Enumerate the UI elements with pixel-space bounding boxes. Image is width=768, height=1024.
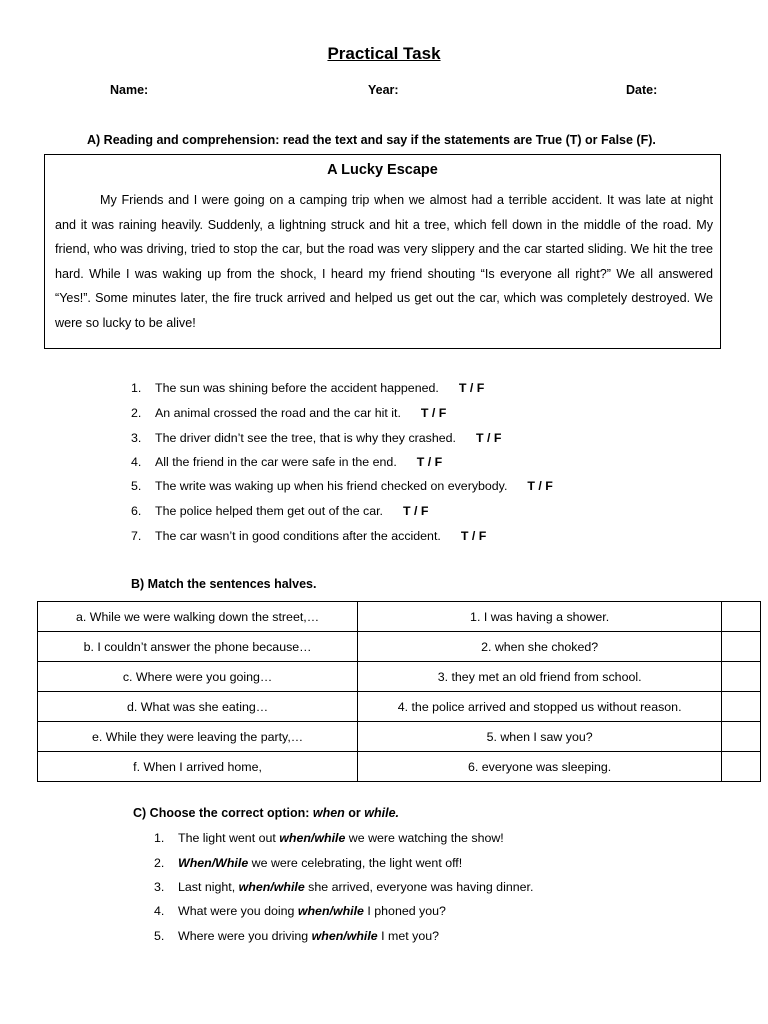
statement-item bbox=[131, 381, 484, 395]
sentence-start: e. While they were leaving the party,… bbox=[38, 722, 358, 752]
section-c-heading-text: C) Choose the correct option: bbox=[133, 806, 313, 820]
option-text-after: we were watching the show! bbox=[345, 831, 504, 845]
statement-text: The car wasn’t in good conditions after the accident. bbox=[155, 529, 441, 543]
answer-cell[interactable] bbox=[722, 632, 761, 662]
statement-text: All the friend in the car were safe in the end. bbox=[155, 455, 397, 469]
option-item bbox=[154, 856, 462, 870]
statement-item bbox=[131, 504, 428, 518]
statement-text: An animal crossed the road and the car hit it. bbox=[155, 406, 401, 420]
table-row bbox=[38, 722, 761, 752]
date-label: Date: bbox=[626, 83, 658, 97]
true-false-option: T / F bbox=[460, 529, 487, 543]
statement-item bbox=[131, 431, 501, 445]
sentence-end: 4. the police arrived and stopped us without reason. bbox=[358, 692, 722, 722]
option-item bbox=[154, 929, 439, 943]
section-c-heading bbox=[133, 806, 399, 820]
story-title: A Lucky Escape bbox=[327, 162, 438, 178]
option-item bbox=[154, 831, 504, 845]
sentence-end: 1. I was having a shower. bbox=[358, 602, 722, 632]
sentence-start: c. Where were you going… bbox=[38, 662, 358, 692]
sentence-end: 5. when I saw you? bbox=[358, 722, 722, 752]
answer-cell[interactable] bbox=[722, 692, 761, 722]
option-text-before: What were you doing bbox=[178, 904, 298, 918]
when-while-choice: When/While bbox=[178, 856, 249, 870]
statement-number: 3. bbox=[131, 431, 142, 445]
section-c-when: when bbox=[312, 806, 345, 820]
when-while-choice: when/while bbox=[297, 904, 364, 918]
option-number: 5. bbox=[154, 929, 165, 943]
option-text-before: Where were you driving bbox=[178, 929, 312, 943]
option-text-after: she arrived, everyone was having dinner. bbox=[304, 880, 534, 894]
statement-item bbox=[131, 406, 446, 420]
statement-number: 7. bbox=[131, 529, 142, 543]
table-row bbox=[38, 752, 761, 782]
section-c-while: while. bbox=[364, 806, 400, 820]
story-text: My Friends and I were going on a camping trip when we almost had a terrible accident. It was late at night and it was raining heavily. Suddenly, a lightning struck and hit a tree, which fell down in the middle of the road. My friend, who was driving, tried to stop the car, but the road was very slippery and the car started sliding. We hit the tree hard. While I was waking up from the shock, I heard my friend shouting “Is everyone all right?” We all answered “Yes!”. Some minutes later, the fire truck arrived and helped us get out the car, which was completely destroyed. We were so lucky to be alive! bbox=[55, 193, 713, 330]
true-false-option: T / F bbox=[527, 479, 553, 493]
sentence-start: b. I couldn’t answer the phone because… bbox=[38, 632, 358, 662]
when-while-choice: when/while bbox=[279, 831, 346, 845]
true-false-option: T / F bbox=[420, 406, 447, 420]
statement-number: 6. bbox=[131, 504, 142, 518]
statement-text: The write was waking up when his friend checked on everybody. bbox=[155, 479, 508, 493]
matching-table bbox=[37, 601, 761, 782]
statement-number: 2. bbox=[131, 406, 142, 420]
option-number: 1. bbox=[154, 831, 165, 845]
table-row bbox=[38, 692, 761, 722]
when-while-choice: when/while bbox=[238, 880, 305, 894]
year-label: Year: bbox=[368, 83, 399, 97]
page-title: Practical Task bbox=[327, 44, 441, 63]
statement-number: 5. bbox=[131, 479, 142, 493]
statement-text: The police helped them get out of the car. bbox=[155, 504, 383, 518]
sentence-end: 6. everyone was sleeping. bbox=[358, 752, 722, 782]
answer-cell[interactable] bbox=[722, 722, 761, 752]
statement-number: 4. bbox=[131, 455, 142, 469]
true-false-option: T / F bbox=[475, 431, 502, 445]
statement-item bbox=[131, 455, 442, 469]
section-a-heading: A) Reading and comprehension: read the text and say if the statements are True (T) or False (F). bbox=[87, 133, 656, 147]
true-false-option: T / F bbox=[458, 381, 485, 395]
option-item bbox=[154, 880, 533, 894]
statement-text: The driver didn’t see the tree, that is why they crashed. bbox=[155, 431, 456, 445]
option-item bbox=[154, 904, 446, 918]
table-row bbox=[38, 602, 761, 632]
sentence-start: d. What was she eating… bbox=[38, 692, 358, 722]
option-text-before: Last night, bbox=[178, 880, 239, 894]
story-box bbox=[44, 154, 721, 349]
statement-item bbox=[131, 479, 553, 493]
true-false-option: T / F bbox=[403, 504, 429, 518]
option-text-before: The light went out bbox=[178, 831, 280, 845]
option-number: 4. bbox=[154, 904, 165, 918]
name-label: Name: bbox=[110, 83, 149, 97]
answer-cell[interactable] bbox=[722, 752, 761, 782]
sentence-end: 2. when she choked? bbox=[358, 632, 722, 662]
table-row bbox=[38, 632, 761, 662]
option-text-after: I met you? bbox=[377, 929, 439, 943]
option-text-after: we were celebrating, the light went off! bbox=[248, 856, 463, 870]
section-c-or: or bbox=[344, 806, 365, 820]
when-while-choice: when/while bbox=[311, 929, 378, 943]
answer-cell[interactable] bbox=[722, 662, 761, 692]
option-number: 3. bbox=[154, 880, 165, 894]
option-text-after: I phoned you? bbox=[363, 904, 446, 918]
answer-cell[interactable] bbox=[722, 602, 761, 632]
sentence-end: 3. they met an old friend from school. bbox=[358, 662, 722, 692]
sentence-start: a. While we were walking down the street,… bbox=[38, 602, 358, 632]
sentence-start: f. When I arrived home, bbox=[38, 752, 358, 782]
section-b-heading: B) Match the sentences halves. bbox=[131, 577, 317, 591]
true-false-option: T / F bbox=[416, 455, 443, 469]
statement-number: 1. bbox=[131, 381, 142, 395]
option-number: 2. bbox=[154, 856, 165, 870]
statement-item bbox=[131, 529, 486, 543]
statement-text: The sun was shining before the accident happened. bbox=[155, 381, 439, 395]
table-row bbox=[38, 662, 761, 692]
